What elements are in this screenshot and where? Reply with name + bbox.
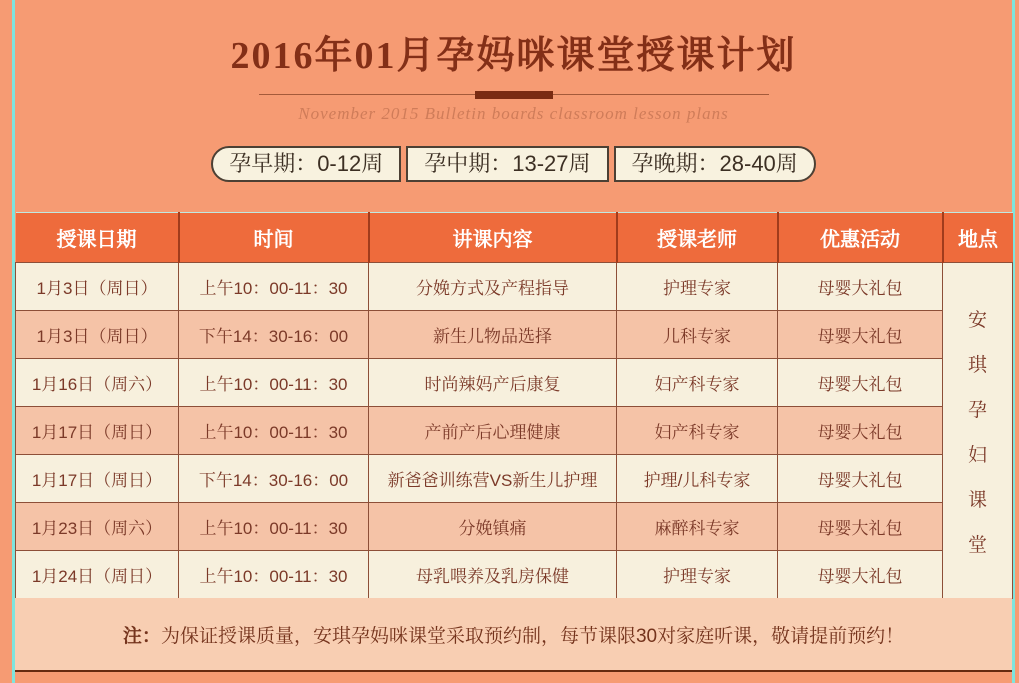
cell-teacher: 护理专家 (617, 263, 778, 311)
cell-teacher: 妇产科专家 (617, 407, 778, 455)
col-header-teacher: 授课老师 (617, 213, 778, 263)
stage-badge-mid: 孕中期：13-27周 (406, 146, 608, 182)
cell-promo: 母婴大礼包 (778, 503, 943, 551)
cell-promo: 母婴大礼包 (778, 311, 943, 359)
table-row (16, 263, 1013, 311)
col-header-date: 授课日期 (16, 213, 179, 263)
table-row (16, 503, 1013, 551)
note-text: 为保证授课质量，安琪孕妈咪课堂采取预约制，每节课限30对家庭听课，敬请提前预约！ (160, 625, 905, 647)
cell-promo: 母婴大礼包 (778, 455, 943, 503)
cell-content: 时尚辣妈产后康复 (369, 359, 617, 407)
cell-promo: 母婴大礼包 (778, 359, 943, 407)
cell-content: 新爸爸训练营VS新生儿护理 (369, 455, 617, 503)
schedule-table (15, 212, 1013, 599)
table-row (16, 359, 1013, 407)
cell-date: 1月3日（周日） (16, 311, 179, 359)
stage-badge-early: 孕早期：0-12周 (211, 146, 401, 182)
col-header-location: 地点 (943, 213, 1013, 263)
cell-content: 分娩镇痛 (369, 503, 617, 551)
col-header-content: 讲课内容 (369, 213, 617, 263)
cell-promo: 母婴大礼包 (778, 407, 943, 455)
col-header-time: 时间 (179, 213, 369, 263)
cell-date: 1月3日（周日） (16, 263, 179, 311)
table-header-row (16, 213, 1013, 263)
cell-promo: 母婴大礼包 (778, 551, 943, 599)
note-prefix: 注： (122, 625, 161, 647)
location-vertical-text: 安 琪 孕 妇 课 堂 (967, 309, 987, 556)
title-divider (259, 91, 769, 99)
cell-teacher: 儿科专家 (617, 311, 778, 359)
reservation-note (15, 598, 1012, 672)
cell-teacher: 麻醉科专家 (617, 503, 778, 551)
cell-time: 上午10：00-11：30 (179, 407, 369, 455)
table-row (16, 551, 1013, 599)
cell-content: 分娩方式及产程指导 (369, 263, 617, 311)
cell-time: 上午10：00-11：30 (179, 263, 369, 311)
cell-time: 下午14：30-16：00 (179, 455, 369, 503)
page-title: 2016年01月孕妈咪课堂授课计划 (230, 35, 797, 77)
cell-teacher: 护理专家 (617, 551, 778, 599)
cell-content: 新生儿物品选择 (369, 311, 617, 359)
stage-badge-late: 孕晚期：28-40周 (614, 146, 816, 182)
cell-time: 上午10：00-11：30 (179, 503, 369, 551)
cell-date: 1月17日（周日） (16, 407, 179, 455)
cell-content: 产前产后心理健康 (369, 407, 617, 455)
table-row (16, 455, 1013, 503)
cell-content: 母乳喂养及乳房保健 (369, 551, 617, 599)
cell-teacher: 妇产科专家 (617, 359, 778, 407)
divider-center-block (475, 91, 553, 99)
cell-date: 1月16日（周六） (16, 359, 179, 407)
cell-time: 下午14：30-16：00 (179, 311, 369, 359)
table-row (16, 311, 1013, 359)
cell-date: 1月24日（周日） (16, 551, 179, 599)
header (15, 24, 1012, 124)
cell-promo: 母婴大礼包 (778, 263, 943, 311)
cell-time: 上午10：00-11：30 (179, 359, 369, 407)
cell-date: 1月17日（周日） (16, 455, 179, 503)
cell-time: 上午10：00-11：30 (179, 551, 369, 599)
cell-location (943, 263, 1013, 599)
cell-teacher: 护理/儿科专家 (617, 455, 778, 503)
page-subtitle: November 2015 Bulletin boards classroom lesson plans (298, 104, 729, 123)
col-header-promo: 优惠活动 (778, 213, 943, 263)
table-row (16, 407, 1013, 455)
stage-badges (15, 146, 1012, 182)
cell-date: 1月23日（周六） (16, 503, 179, 551)
